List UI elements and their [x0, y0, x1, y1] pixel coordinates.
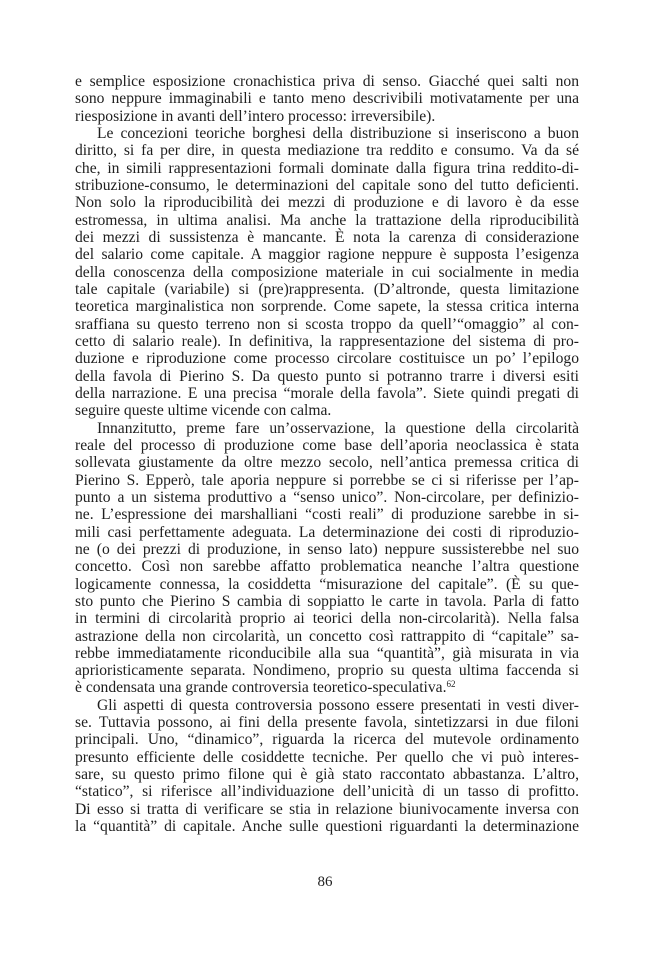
line-text: sollevata giustamente da oltre mezzo secolo, nell’antica premessa critica di: [75, 454, 579, 472]
text-line: [75, 298, 579, 315]
paragraph: [75, 420, 579, 697]
line-text: sono neppure immaginabili e tanto meno descrivibili motivatamente per una: [75, 90, 579, 108]
line-text: Di esso si tratta di verificare se stia in relazione biunivocamente inversa con: [75, 800, 579, 818]
line-text: che, in simili rappresentazioni formali dominate dalla figura trina reddito-di-: [75, 159, 579, 177]
text-line: [75, 731, 579, 748]
line-text: principali. Uno, “dinamico”, riguarda la ricerca del mutevole ordinamento: [75, 731, 579, 749]
line-text: concetto. Così non sarebbe affatto problematica neanche l’altra questione: [75, 558, 579, 576]
line-text: della narrazione. E una precisa “morale della favola”. Siete quindi pregati di: [75, 384, 579, 402]
line-text: punto a un sistema produttivo a “senso unico”. Non-circolare, per definizio-: [75, 488, 579, 506]
text-line: [75, 783, 579, 800]
line-text: è condensata una grande controversia teoretico-speculativa.: [75, 679, 447, 697]
footnote-reference[interactable]: 62: [446, 679, 456, 690]
line-text: Gli aspetti di questa controversia possono essere presentati in vesti diver-: [97, 696, 579, 714]
text-line: [75, 801, 579, 818]
text-line: [75, 90, 579, 107]
line-text: della conoscenza della composizione materiale in cui socialmente in media: [75, 263, 579, 281]
text-line: [75, 679, 579, 696]
text-line: [75, 593, 579, 610]
text-line: [75, 333, 579, 350]
text-line: [75, 108, 579, 125]
text-line: [75, 402, 579, 419]
line-text: duzione e riproduzione come processo circolare costituisce un po’ l’epilogo: [75, 350, 579, 368]
line-text: rebbe immediatamente riconducibile alla sua “quantità”, già misurata in via: [75, 644, 579, 662]
paragraph: [75, 73, 579, 125]
text-line: [75, 576, 579, 593]
line-text: sare, su questo primo filone qui è già stato raccontato abbastanza. L’altro,: [75, 766, 579, 784]
text-line: [75, 420, 579, 437]
text-line: [75, 541, 579, 558]
line-text: aprioristicamente separata. Nondimeno, proprio su questa ultima faccenda si: [75, 662, 579, 680]
line-text: Le concezioni teoriche borghesi della distribuzione si inseriscono a buon: [97, 124, 579, 142]
line-text: della favola di Pierino S. Da questo punto si potranno trarre i diversi esiti: [75, 367, 579, 385]
text-line: [75, 766, 579, 783]
text-line: [75, 714, 579, 731]
line-text: in termini di circolarità proprio ai teorici della non-circolarità). Nella falsa: [75, 610, 579, 628]
line-text: stribuzione-consumo, le determinazioni del capitale sono del tutto deficienti.: [75, 176, 579, 194]
text-line: [75, 229, 579, 246]
text-line: [75, 454, 579, 471]
text-line: [75, 645, 579, 662]
line-text: ne. L’espressione dei marshalliani “costi reali” di produzione sarebbe in si-: [75, 506, 579, 524]
line-text: ne (o dei prezzi di produzione, in senso lato) neppure sussisterebbe nel suo: [75, 540, 579, 558]
line-text: tale capitale (variabile) si (pre)rappresenta. (D’altronde, questa limitazione: [75, 280, 579, 298]
text-line: [75, 385, 579, 402]
line-text: la “quantità” di capitale. Anche sulle questioni riguardanti la determinazione: [75, 818, 579, 836]
text-line: [75, 246, 579, 263]
text-line: [75, 749, 579, 766]
text-line: [75, 662, 579, 679]
text-line: [75, 194, 579, 211]
paragraph: [75, 697, 579, 836]
line-text: diritto, si fa per dire, in questa mediazione tra reddito e consumo. Va da sé: [75, 142, 579, 160]
text-line: [75, 281, 579, 298]
text-line: [75, 212, 579, 229]
text-line: [75, 125, 579, 142]
text-line: [75, 506, 579, 523]
line-text: astrazione della non circolarità, un concetto così rattrappito di “capitale” sa-: [75, 627, 579, 645]
line-text: dei mezzi di sussistenza è mancante. È nota la carenza di considerazione: [75, 228, 579, 246]
line-text: logicamente connessa, la cosiddetta “misurazione del capitale”. (È su que-: [75, 575, 579, 593]
text-line: [75, 697, 579, 714]
text-line: [75, 316, 579, 333]
line-text: teoretica marginalistica non sorprende. Come sapete, la stessa critica interna: [75, 298, 579, 316]
text-line: [75, 160, 579, 177]
line-text: seguire queste ultime vicende con calma.: [75, 402, 332, 420]
line-text: Non solo la riproducibilità dei mezzi di produzione e di lavoro è da esse: [75, 194, 579, 212]
text-line: [75, 628, 579, 645]
text-line: [75, 489, 579, 506]
line-text: estromessa, in ultima analisi. Ma anche la trattazione della riproducibilità: [75, 211, 579, 229]
line-text: Innanzitutto, preme fare un’osservazione, la questione della circolarità: [97, 419, 579, 437]
text-line: [75, 558, 579, 575]
text-line: [75, 350, 579, 367]
text-line: [75, 437, 579, 454]
line-text: Pierino S. Epperò, tale aporia neppure si porrebbe se ci si riferisse per l’ap-: [75, 471, 579, 489]
line-text: del salario come capitale. A maggior ragione neppure è supposta l’esigenza: [75, 246, 579, 264]
line-text: sraffiana su questo terreno non si scosta troppo da quell’“omaggio” al con-: [75, 315, 579, 333]
line-text: “statico”, si riferisce all’individuazione dell’unicità di un tasso di profitto.: [75, 783, 579, 801]
line-text: reale del processo di produzione come base dell’aporia neoclassica è stata: [75, 436, 579, 454]
text-line: [75, 264, 579, 281]
page-number: 86: [317, 874, 333, 890]
text-line: [75, 818, 579, 835]
line-text: e semplice esposizione cronachistica priva di senso. Giacché quei salti non: [75, 73, 579, 90]
text-line: [75, 368, 579, 385]
paragraph: [75, 125, 579, 420]
text-line: [75, 73, 579, 90]
text-line: [75, 610, 579, 627]
text-line: [75, 472, 579, 489]
line-text: presunto efficiente delle cosiddette tecniche. Per quello che vi può interes-: [75, 748, 579, 766]
line-text: se. Tuttavia possono, ai fini della presente favola, sintetizzarsi in due filoni: [75, 714, 579, 732]
text-line: [75, 142, 579, 159]
text-line: [75, 524, 579, 541]
line-text: mili casi perfettamente adeguata. La determinazione dei costi di riproduzio-: [75, 523, 579, 541]
text-line: [75, 177, 579, 194]
body-text: [75, 73, 579, 835]
line-text: riesposizione in avanti dell’intero processo: irreversibile).: [75, 107, 436, 125]
line-text: cetto di salario reale). In definitiva, la rappresentazione del sistema di pro-: [75, 332, 579, 350]
line-text: sto punto che Pierino S cambia di soppiatto le carte in tavola. Parla di fatto: [75, 592, 579, 610]
